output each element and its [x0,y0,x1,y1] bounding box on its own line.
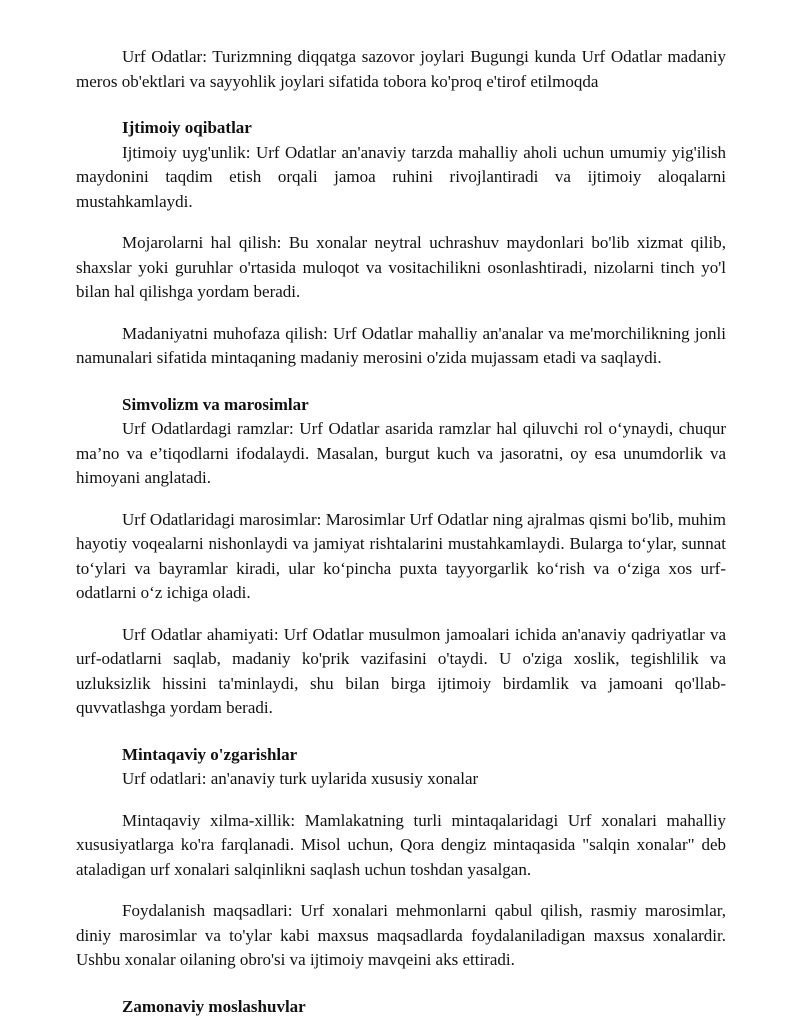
intro-paragraph: Urf Odatlar: Turizmning diqqatga sazovor joylari Bugungi kunda Urf Odatlar madaniy meros ob'ektlari va sayyohlik joylari sifatida tobora ko'proq e'tirof etilmoqda [76,47,726,91]
paragraph-rituals: Urf Odatlaridagi marosimlar: Marosimlar Urf Odatlar ning ajralmas qismi bo'lib, muhim hayotiy voqealarni nishonlaydi va jamiyat rishtalarini mustahkamlaydi. Bularga to‘ylar, sunnat to‘ylari va bayramlar kiradi, ular ko‘pincha puxta tayyorgarlik ko‘rish va o‘ziga xos urf-odatlarni o‘z ichiga oladi. [76,509,726,602]
paragraph-conflict-resolution: Mojarolarni hal qilish: Bu xonalar neytral uchrashuv maydonlari bo'lib xizmat qilib, shaxslar yoki guruhlar o'rtasida muloqot va vositachilikni osonlashtiradi, nizolarni tinch yo'l bilan hal qilishga yordam beradi. [76,233,726,301]
paragraph-social-harmony: Ijtimoiy uyg'unlik: Urf Odatlar an'anaviy tarzda mahalliy aholi uchun umumiy yig'ilish maydonini taqdim etish orqali jamoa ruhini rivojlantiradi va ijtimoiy aloqalarni mustahkamlaydi. [76,142,726,211]
paragraph-culture-preservation: Madaniyatni muhofaza qilish: Urf Odatlar mahalliy an'analar va me'morchilikning jonli namunalari sifatida mintaqaning madaniy merosini o'zida mujassam etadi va saqlaydi. [76,323,726,367]
section-heading-modern-adaptations: Zamonaviy moslashuvlar [122,996,306,1016]
paragraph-regional-diversity: Mintaqaviy xilma-xillik: Mamlakatning turli mintaqalaridagi Urf xonalari mahalliy xususiyatlarga ko'ra farqlanadi. Misol uchun, Qora dengiz mintaqasida "salqin xonalar" deb ataladigan urf xonalari salqinlikni saqlash uchun toshdan yasalgan. [76,810,726,879]
paragraph-private-rooms: Urf odatlari: an'anaviy turk uylarida xususiy xonalar [122,769,479,788]
document-page [76,45,726,1019]
section-heading-symbolism-rituals: Simvolizm va marosimlar [122,394,309,414]
paragraph-significance: Urf Odatlar ahamiyati: Urf Odatlar musulmon jamoalari ichida an'anaviy qadriyatlar va urf-odatlarni saqlab, madaniy ko'prik vazifasini o'taydi. U o'ziga xoslik, tegishlilik va uzluksizlik hissini ta'minlaydi, shu bilan birga ijtimoiy birdamlik va jamoani qo'llab-quvvatlashga yordam beradi. [76,624,726,717]
paragraph-usage-purposes: Foydalanish maqsadlari: Urf xonalari mehmonlarni qabul qilish, rasmiy marosimlar, diniy marosimlar va to'ylar kabi maxsus maqsadlarda foydalaniladigan maxsus xonalardir. Ushbu xonalar oilaning obro'si va ijtimoiy mavqeini aks ettiradi. [76,901,726,969]
section-heading-social-consequences: Ijtimoiy oqibatlar [122,118,252,137]
paragraph-symbols: Urf Odatlardagi ramzlar: Urf Odatlar asarida ramzlar hal qiluvchi rol o‘ynaydi, chuqur ma’no va e’tiqodlarni ifodalaydi. Masalan, burgut kuch va jasoratni, oy esa unumdorlik va himoyani anglatadi. [76,419,726,487]
section-heading-regional-changes: Mintaqaviy o'zgarishlar [122,744,298,764]
